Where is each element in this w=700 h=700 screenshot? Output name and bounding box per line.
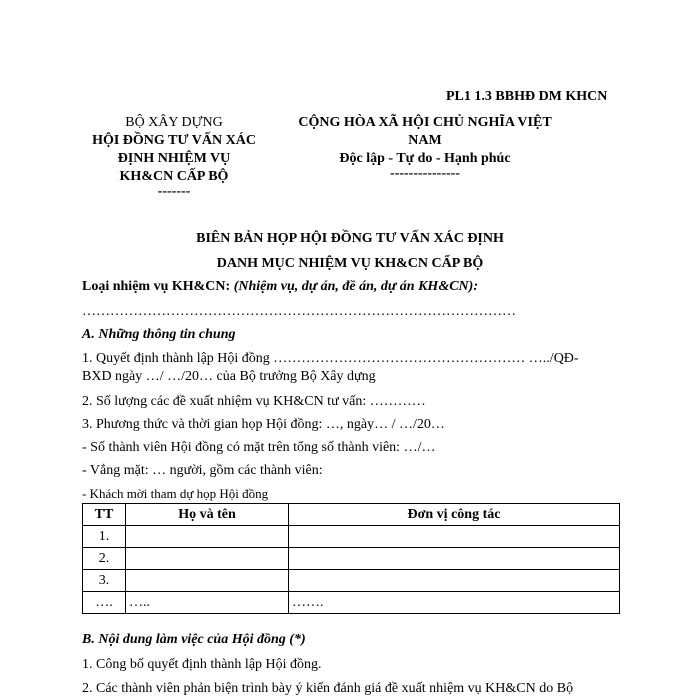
item3: 3. Phương thức và thời gian họp Hội đồng: …, ngày… / …/20… [82, 417, 445, 432]
row-name [126, 526, 289, 548]
table-row [83, 526, 620, 548]
right-header-rule: --------------- [390, 166, 460, 181]
ministry-name: BỘ XÂY DỰNG [125, 115, 223, 130]
section-b-heading: B. Nội dung làm việc của Hội đồng (*) [82, 632, 306, 647]
document-code: PL1 1.3 BBHĐ DM KHCN [446, 89, 608, 104]
row-name [126, 570, 289, 592]
task-type-fill-line: ………………………………………………………………………………… [82, 304, 516, 319]
row-number: 1. [83, 526, 126, 548]
header-tt: TT [83, 504, 126, 526]
item4: - Số thành viên Hội đồng có mặt trên tổng số thành viên: …/… [82, 440, 436, 455]
task-type-label: Loại nhiệm vụ KH&CN: [82, 279, 234, 294]
council-name-line3: KH&CN CẤP BỘ [119, 169, 229, 184]
row-unit [289, 548, 620, 570]
guests-label: - Khách mời tham dự họp Hội đồng [82, 486, 269, 501]
header-unit: Đơn vị công tác [289, 504, 620, 526]
left-header-rule: ------- [157, 184, 191, 199]
issuing-body-header [76, 114, 272, 198]
national-header [282, 114, 568, 180]
item1-line1: 1. Quyết định thành lập Hội đồng ……………………………………………… …../QĐ- [82, 351, 579, 366]
item5: - Vắng mặt: … người, gồm các thành viên: [82, 463, 323, 478]
header-name: Họ và tên [126, 504, 289, 526]
document-title-line1: BIÊN BẢN HỌP HỘI ĐỒNG TƯ VẤN XÁC ĐỊNH [196, 231, 504, 246]
row-number: 3. [83, 570, 126, 592]
section-a-heading: A. Những thông tin chung [82, 327, 236, 342]
row-unit [289, 570, 620, 592]
table-row [83, 570, 620, 592]
document-title-line2: DANH MỤC NHIỆM VỤ KH&CN CẤP BỘ [216, 256, 484, 271]
national-motto: Độc lập - Tự do - Hạnh phúc [339, 151, 511, 166]
council-name-line1: HỘI ĐỒNG TƯ VẤN XÁC [92, 133, 256, 148]
section-b-item1: 1. Công bố quyết định thành lập Hội đồng. [82, 657, 322, 672]
row-name: ….. [126, 592, 289, 614]
table-header-row [83, 504, 620, 526]
item1-line2: BXD ngày …/ …/20… của Bộ trưởng Bộ Xây dựng [82, 369, 376, 384]
row-name [126, 548, 289, 570]
country-name-line1: CỘNG HÒA XÃ HỘI CHỦ NGHĨA VIỆT [298, 115, 552, 130]
item2: 2. Số lượng các đề xuất nhiệm vụ KH&CN tư vấn: ………… [82, 394, 426, 409]
task-type-line [82, 279, 478, 295]
council-name-line2: ĐỊNH NHIỆM VỤ [117, 151, 231, 166]
row-number: 2. [83, 548, 126, 570]
guests-table [82, 503, 620, 614]
row-number: …. [83, 592, 126, 614]
row-unit: ……. [289, 592, 620, 614]
table-row [83, 548, 620, 570]
table-row [83, 592, 620, 614]
country-name-line2: NAM [408, 133, 442, 148]
task-type-hint: (Nhiệm vụ, dự án, đề án, dự án KH&CN): [233, 279, 478, 294]
section-b-item2: 2. Các thành viên phản biện trình bày ý kiến đánh giá đề xuất nhiệm vụ KH&CN do Bộ [82, 681, 574, 696]
row-unit [289, 526, 620, 548]
